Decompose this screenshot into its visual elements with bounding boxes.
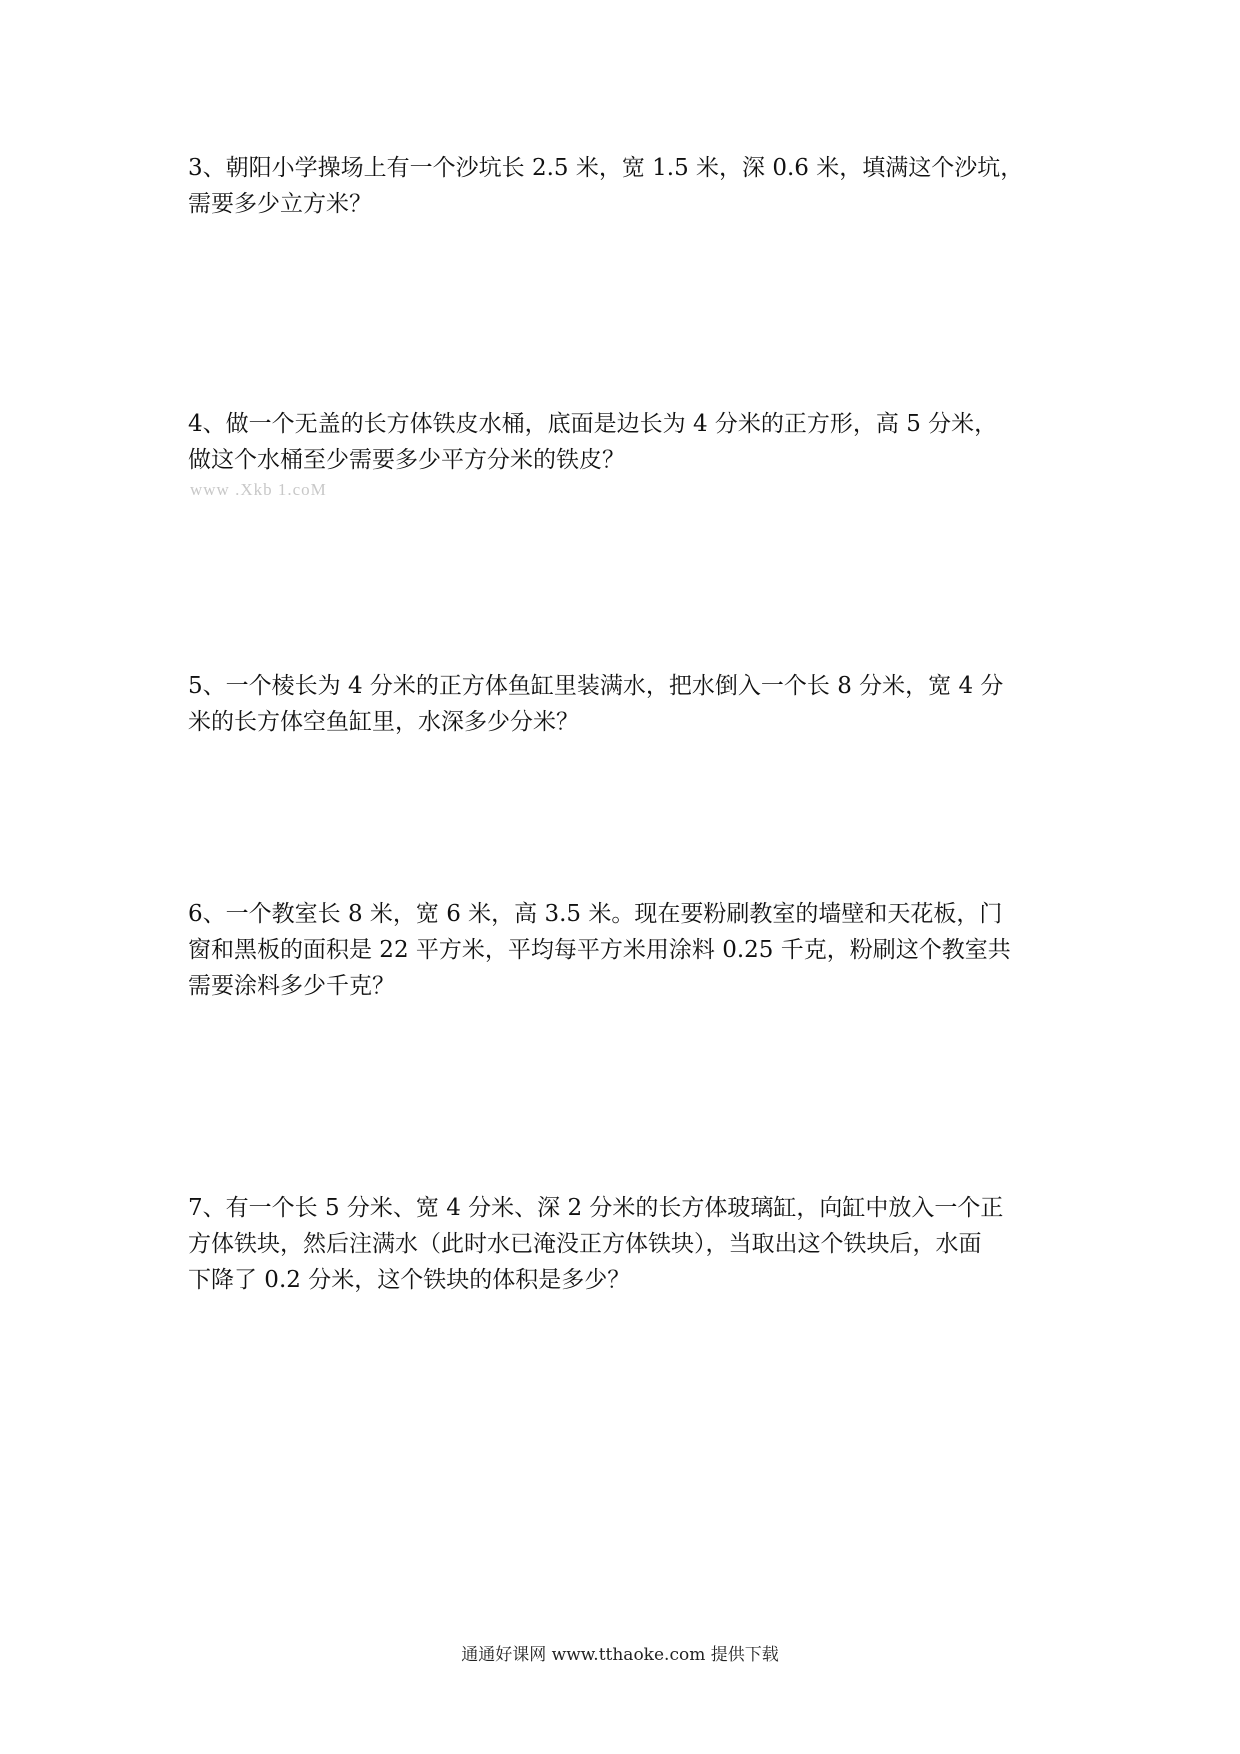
problem-5-line-1: 5、一个棱长为 4 分米的正方体鱼缸里装满水，把水倒入一个长 8 分米，宽 4 分 <box>188 673 1004 699</box>
page-footer: 通通好课网 www.tthaoke.com 提供下载 <box>461 1645 779 1665</box>
problem-7-line-1: 7、有一个长 5 分米、宽 4 分米、深 2 分米的长方体玻璃缸，向缸中放入一个正 <box>188 1195 1004 1221</box>
problem-3-line-1: 3、朝阳小学操场上有一个沙坑长 2.5 米，宽 1.5 米，深 0.6 米，填满这个沙坑， <box>188 155 1024 181</box>
problem-7 <box>188 1190 1058 1298</box>
problem-6-line-2: 窗和黑板的面积是 22 平方米，平均每平方米用涂料 0.25 千克，粉刷这个教室共 <box>188 937 1011 963</box>
problem-5-line-2: 米的长方体空鱼缸里，水深多少分米？ <box>188 709 579 735</box>
problem-4-line-1: 4、做一个无盖的长方体铁皮水桶，底面是边长为 4 分米的正方形，高 5 分米， <box>188 411 998 437</box>
problem-4 <box>188 406 1058 478</box>
problem-3-line-2: 需要多少立方米？ <box>188 191 372 217</box>
problem-7-line-2: 方体铁块，然后注满水（此时水已淹没正方体铁块），当取出这个铁块后，水面 <box>188 1231 982 1257</box>
problem-6-line-3: 需要涂料多少千克？ <box>188 973 395 999</box>
problem-6 <box>188 896 1058 1004</box>
problem-4-line-2: 做这个水桶至少需要多少平方分米的铁皮？ <box>188 447 625 473</box>
problem-5 <box>188 668 1058 740</box>
problem-3 <box>188 150 1058 222</box>
problem-7-line-3: 下降了 0.2 分米，这个铁块的体积是多少？ <box>188 1267 631 1293</box>
problem-6-line-1: 6、一个教室长 8 米，宽 6 米，高 3.5 米。现在要粉刷教室的墙壁和天花板，门 <box>188 901 1003 927</box>
watermark-text: www .Xkb 1.coM <box>190 480 327 499</box>
